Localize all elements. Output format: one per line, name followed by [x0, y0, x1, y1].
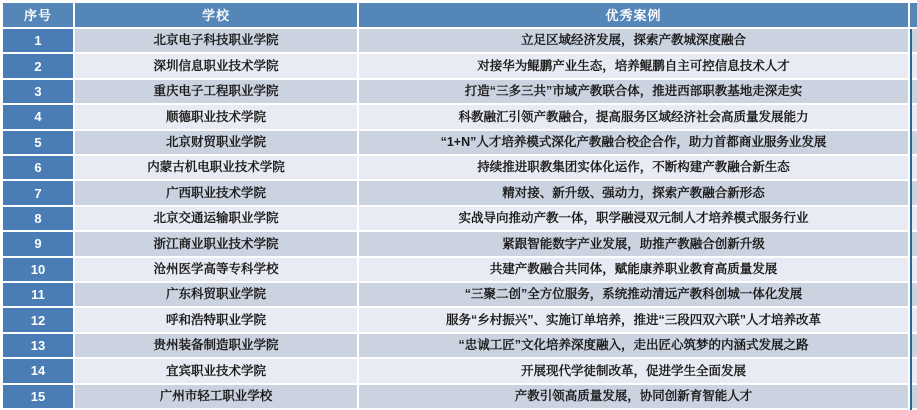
case-cell: 服务“乡村振兴”、实施订单培养，推进“三段四双六联”人才培养改革: [359, 308, 908, 331]
case-cell: 实战导向推动产教一体，职学融浸双元制人才培养模式服务行业: [359, 207, 908, 230]
case-cell: 共建产教融合共同体，赋能康养职业教育高质量发展: [359, 258, 908, 281]
case-cell: 打造“三多三共”市域产教联合体，推进西部职教基地走深走实: [359, 80, 908, 103]
row-number-cell: 4: [3, 105, 73, 128]
case-cell: “忠诚工匠”文化培养深度融入，走出匠心筑梦的内涵式发展之路: [359, 334, 908, 357]
case-cell: 科教融汇引领产教融合，提高服务区域经济社会高质量发展能力: [359, 105, 908, 128]
column-header-index: 序号: [3, 3, 73, 27]
school-cell: 广州市轻工职业学校: [75, 385, 357, 408]
school-cell: 内蒙古机电职业技术学院: [75, 156, 357, 179]
case-cell: 产教引领高质量发展，协同创新育智能人才: [359, 385, 908, 408]
row-number-cell: 15: [3, 385, 73, 408]
column-header-school: 学校: [75, 3, 357, 27]
school-cell: 贵州装备制造职业学院: [75, 334, 357, 357]
school-cell: 浙江商业职业技术学院: [75, 232, 357, 255]
school-cell: 深圳信息职业技术学院: [75, 54, 357, 77]
row-number-cell: 8: [3, 207, 73, 230]
case-cell: “三聚二创”全方位服务，系统推动清远产教科创城一体化发展: [359, 283, 908, 306]
school-cell: 宜宾职业技术学院: [75, 359, 357, 382]
case-cell: 立足区域经济发展，探索产教城深度融合: [359, 29, 908, 52]
school-cell: 广西职业技术学院: [75, 181, 357, 204]
school-cell: 重庆电子工程职业学院: [75, 80, 357, 103]
school-cell: 北京电子科技职业学院: [75, 29, 357, 52]
case-cell: 紧跟智能数字产业发展，助推产教融合创新升级: [359, 232, 908, 255]
school-cell: 广东科贸职业学院: [75, 283, 357, 306]
school-cell: 北京交通运输职业学院: [75, 207, 357, 230]
row-number-cell: 14: [3, 359, 73, 382]
row-number-cell: 7: [3, 181, 73, 204]
school-cell: 北京财贸职业学院: [75, 131, 357, 154]
case-cell: 开展现代学徒制改革，促进学生全面发展: [359, 359, 908, 382]
table-right-edge-line: [910, 29, 912, 410]
row-number-cell: 1: [3, 29, 73, 52]
row-number-cell: 11: [3, 283, 73, 306]
row-number-cell: 9: [3, 232, 73, 255]
column-header-case: 优秀案例: [359, 3, 908, 27]
column-header-edge-sliver: [910, 3, 917, 27]
row-number-cell: 2: [3, 54, 73, 77]
row-number-cell: 13: [3, 334, 73, 357]
row-number-cell: 12: [3, 308, 73, 331]
row-number-cell: 10: [3, 258, 73, 281]
school-cell: 顺德职业技术学院: [75, 105, 357, 128]
case-cell: “1+N”人才培养模式深化产教融合校企合作，助力首都商业服务业发展: [359, 131, 908, 154]
row-number-cell: 6: [3, 156, 73, 179]
row-number-cell: 3: [3, 80, 73, 103]
school-cell: 沧州医学高等专科学校: [75, 258, 357, 281]
row-number-cell: 5: [3, 131, 73, 154]
case-cell: 精对接、新升级、强动力，探索产教融合新形态: [359, 181, 908, 204]
case-cell: 持续推进职教集团实体化运作，不断构建产教融合新生态: [359, 156, 908, 179]
case-cell: 对接华为鲲鹏产业生态，培养鲲鹏自主可控信息技术人才: [359, 54, 908, 77]
school-cell: 呼和浩特职业学院: [75, 308, 357, 331]
